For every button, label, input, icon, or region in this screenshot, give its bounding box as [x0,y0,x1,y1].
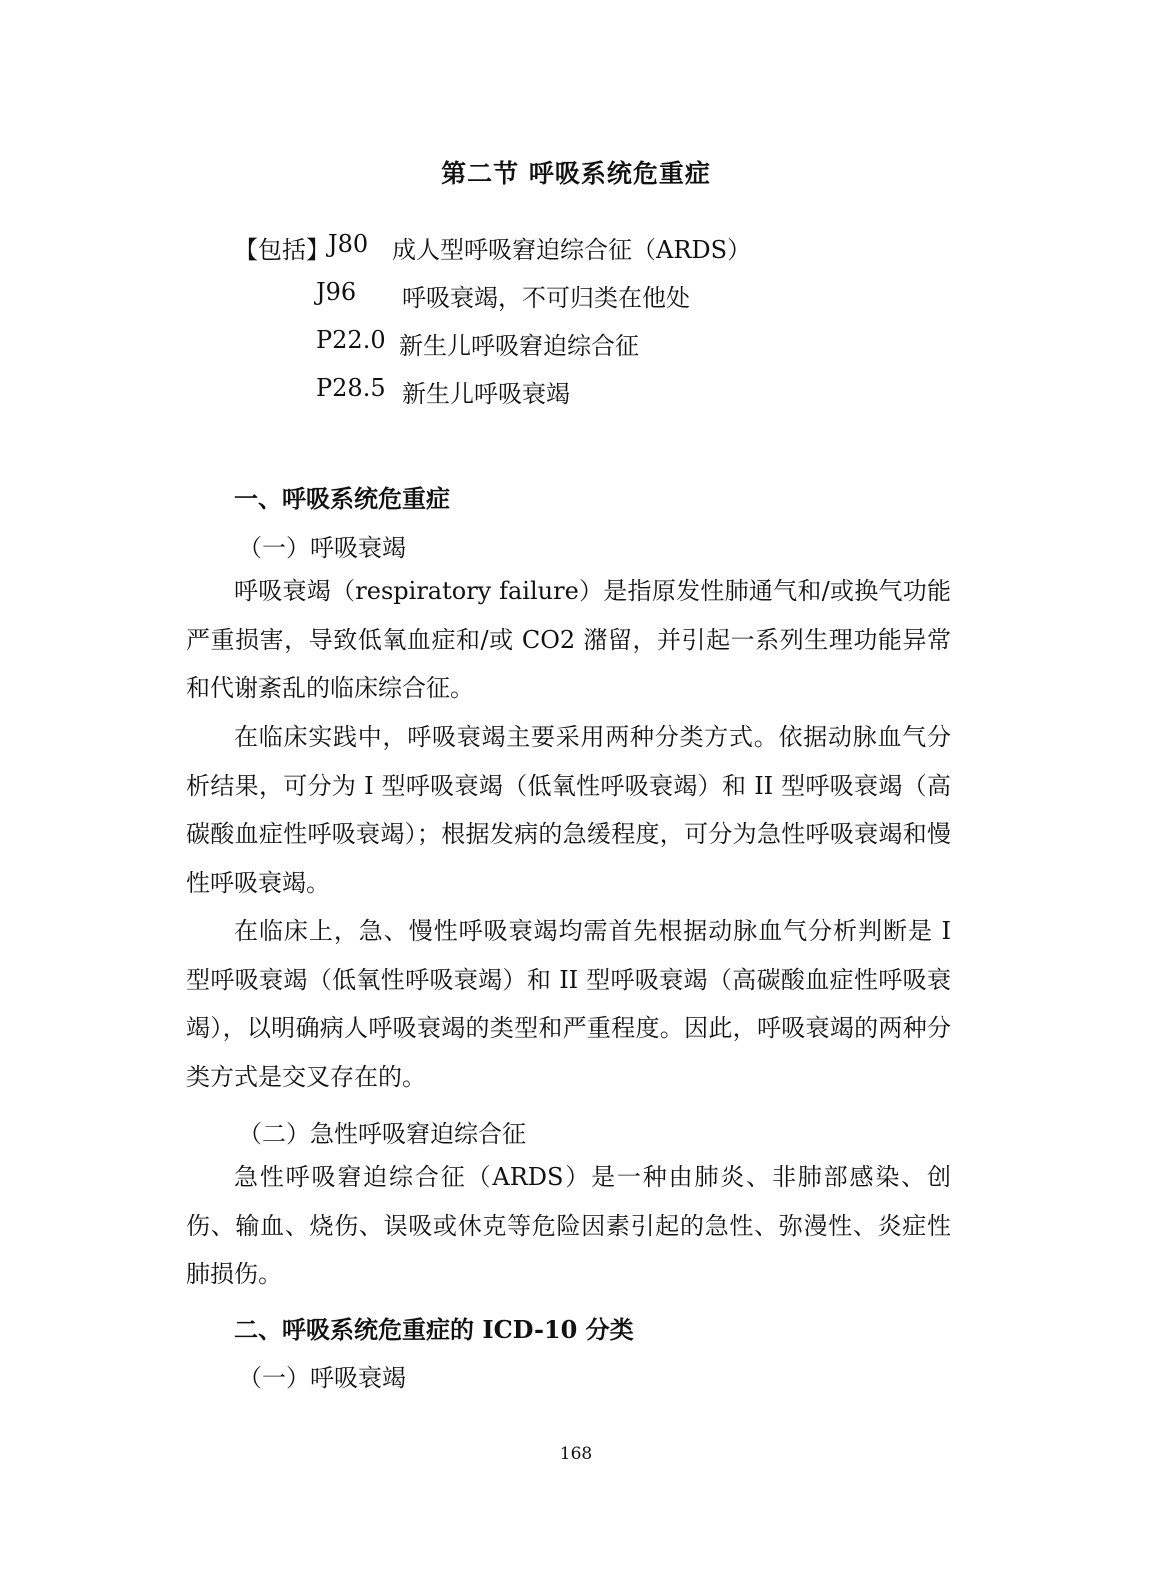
paragraph-clinical: 在临床上，急、慢性呼吸衰竭均需首先根据动脉血气分析判断是 I 型呼吸衰竭（低氧性呼吸衰竭）和 II 型呼吸衰竭（高碳酸血症性呼吸衰竭），以明确病人呼吸衰竭的类型和严重程度。因此，呼吸衰竭的两种分类方式是交叉存在的。 [186,917,951,1091]
heading-respiratory-critical: 一、呼吸系统危重症 [234,484,450,513]
subheading-respiratory-failure-2: （一）呼吸衰竭 [238,1364,406,1392]
page-number: 168 [559,1444,593,1464]
paragraph-ards: 急性呼吸窘迫综合征（ARDS）是一种由肺炎、非肺部感染、创伤、输血、烧伤、误吸或休克等危险因素引起的急性、弥漫性、炎症性肺损伤。 [186,1163,951,1288]
include-desc-j96: 呼吸衰竭，不可归类在他处 [402,284,690,312]
paragraph-classification: 在临床实践中，呼吸衰竭主要采用两种分类方式。依据动脉血气分析结果，可分为 I 型呼吸衰竭（低氧性呼吸衰竭）和 II 型呼吸衰竭（高碳酸血症性呼吸衰竭）；根据发病的急缓程度，可分为急性呼吸衰竭和慢性呼吸衰竭。 [186,723,951,897]
include-desc-j80: 成人型呼吸窘迫综合征（ARDS） [392,236,752,264]
subheading-ards: （二）急性呼吸窘迫综合征 [238,1120,526,1148]
include-code-p22: P22.0 [316,326,386,354]
include-desc-p22: 新生儿呼吸窘迫综合征 [399,332,639,360]
include-desc-p28: 新生儿呼吸衰竭 [402,380,570,408]
paragraph-definition: 呼吸衰竭（respiratory failure）是指原发性肺通气和/或换气功能严重损害，导致低氧血症和/或 CO2 潴留，并引起一系列生理功能异常和代谢紊乱的临床综合征。 [186,577,951,702]
heading-icd10: 二、呼吸系统危重症的 ICD-10 分类 [234,1315,634,1344]
includes-label: 【包括】 [234,236,330,264]
subheading-respiratory-failure: （一）呼吸衰竭 [238,534,406,562]
section-title: 第二节 呼吸系统危重症 [441,159,711,188]
include-code-p28: P28.5 [316,374,386,402]
include-code-j80: J80 [328,230,369,258]
include-code-j96: J96 [316,278,357,306]
